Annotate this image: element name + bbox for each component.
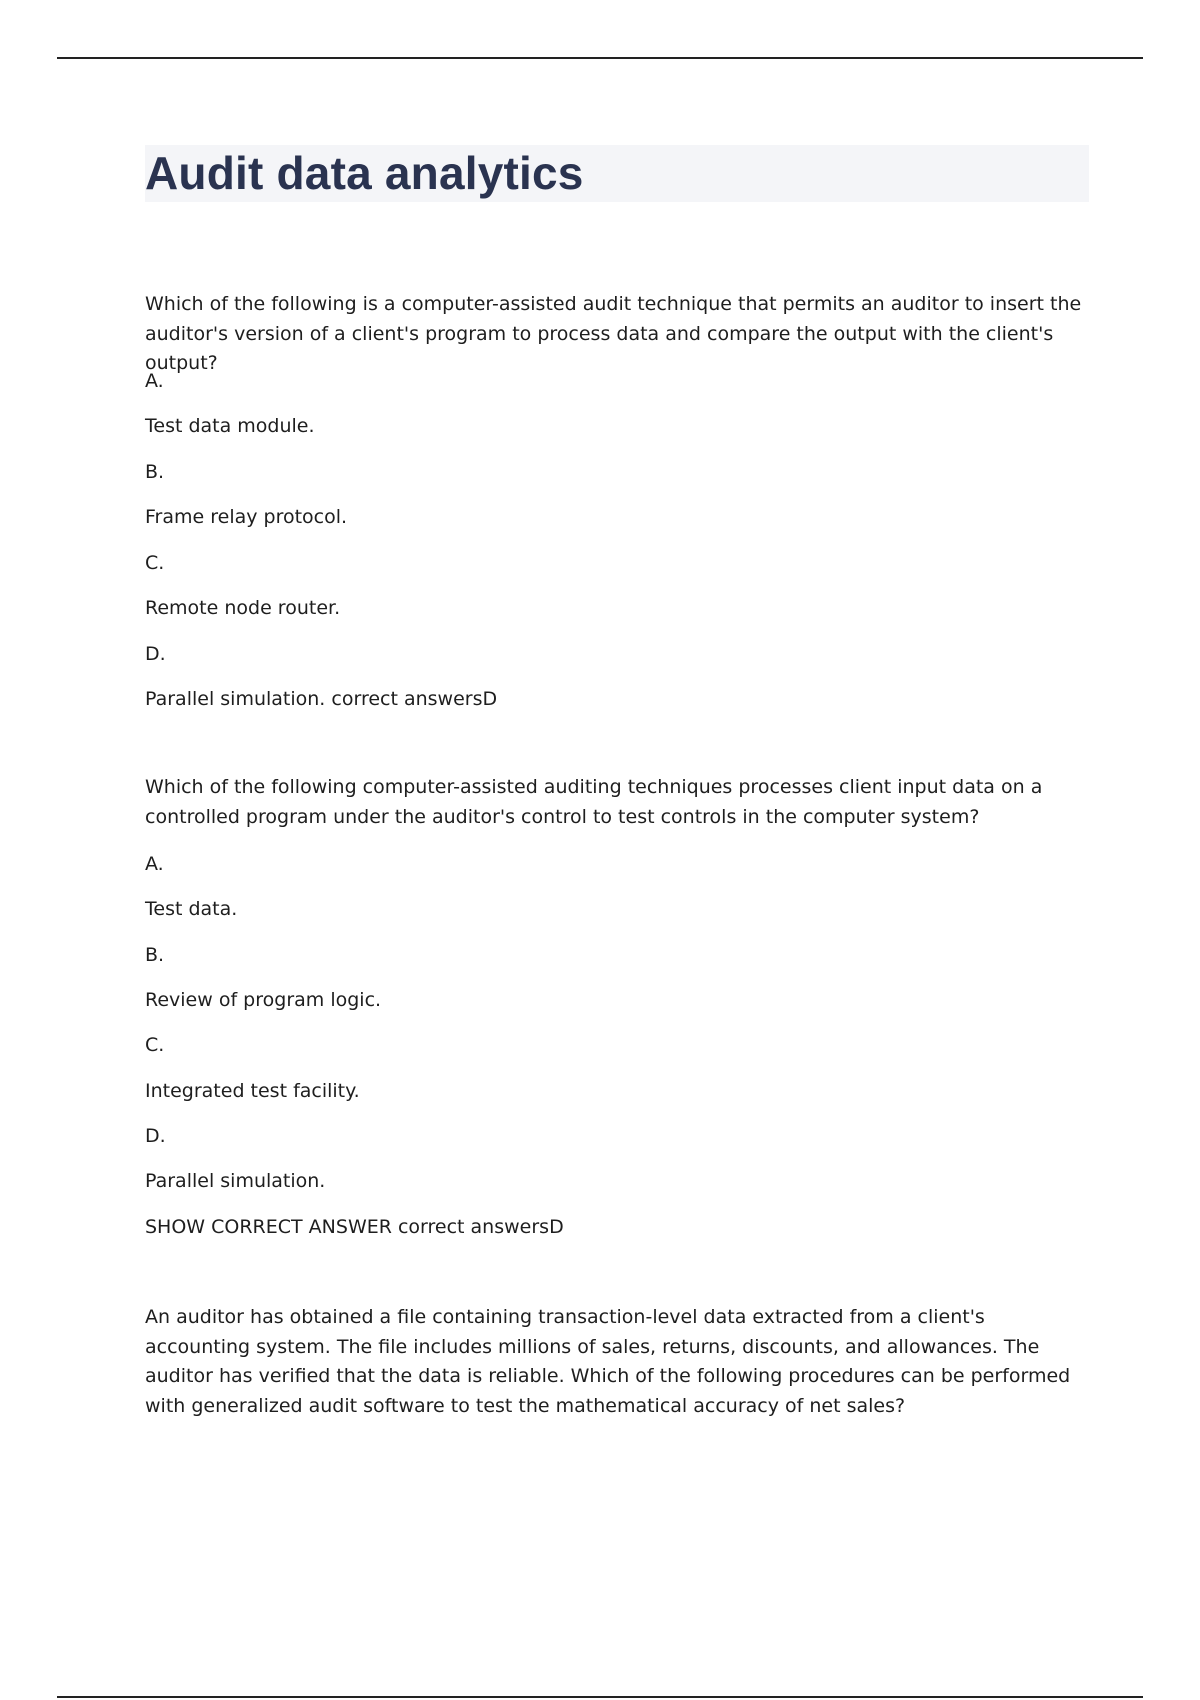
question-1-option-b-text: Frame relay protocol. xyxy=(145,506,348,528)
question-2-option-d-text: Parallel simulation. xyxy=(145,1170,326,1192)
question-1-option-d-text: Parallel simulation. correct answersD xyxy=(145,688,498,710)
question-1-option-c-letter: C. xyxy=(145,552,165,574)
question-2-option-a-text: Test data. xyxy=(145,898,238,920)
question-2-option-a-letter: A. xyxy=(145,853,164,875)
question-1-option-d-letter: D. xyxy=(145,643,166,665)
question-2-option-c-letter: C. xyxy=(145,1034,165,1056)
question-2-option-b-text: Review of program logic. xyxy=(145,989,382,1011)
question-1-option-a-letter: A. xyxy=(145,370,164,392)
question-2-option-b-letter: B. xyxy=(145,944,165,966)
top-divider xyxy=(57,57,1143,59)
question-2-answer-line: SHOW CORRECT ANSWER correct answersD xyxy=(145,1216,564,1238)
question-1-option-c-text: Remote node router. xyxy=(145,597,341,619)
question-2-text: Which of the following computer-assisted auditing techniques processes client input data on a controlled program under the auditor's control to test controls in the computer system? xyxy=(145,776,1043,828)
question-3-text: An auditor has obtained a file containing transaction-level data extracted from a client's accounting system. The file includes millions of sales, returns, discounts, and allowances. The auditor has verified that the data is reliable. Which of the following procedures can be performed with generalized audit software to test the mathematical accuracy of net sales? xyxy=(145,1306,1071,1417)
question-1-option-a-text: Test data module. xyxy=(145,415,315,437)
question-1-option-b-letter: B. xyxy=(145,461,165,483)
bottom-divider xyxy=(57,1696,1143,1698)
question-2-option-c-text: Integrated test facility. xyxy=(145,1080,360,1102)
page-title: Audit data analytics xyxy=(145,147,584,199)
question-2-option-d-letter: D. xyxy=(145,1125,166,1147)
question-1-text: Which of the following is a computer-assisted audit technique that permits an auditor to insert the auditor's version of a client's program to process data and compare the output with the client's output? xyxy=(145,293,1082,374)
